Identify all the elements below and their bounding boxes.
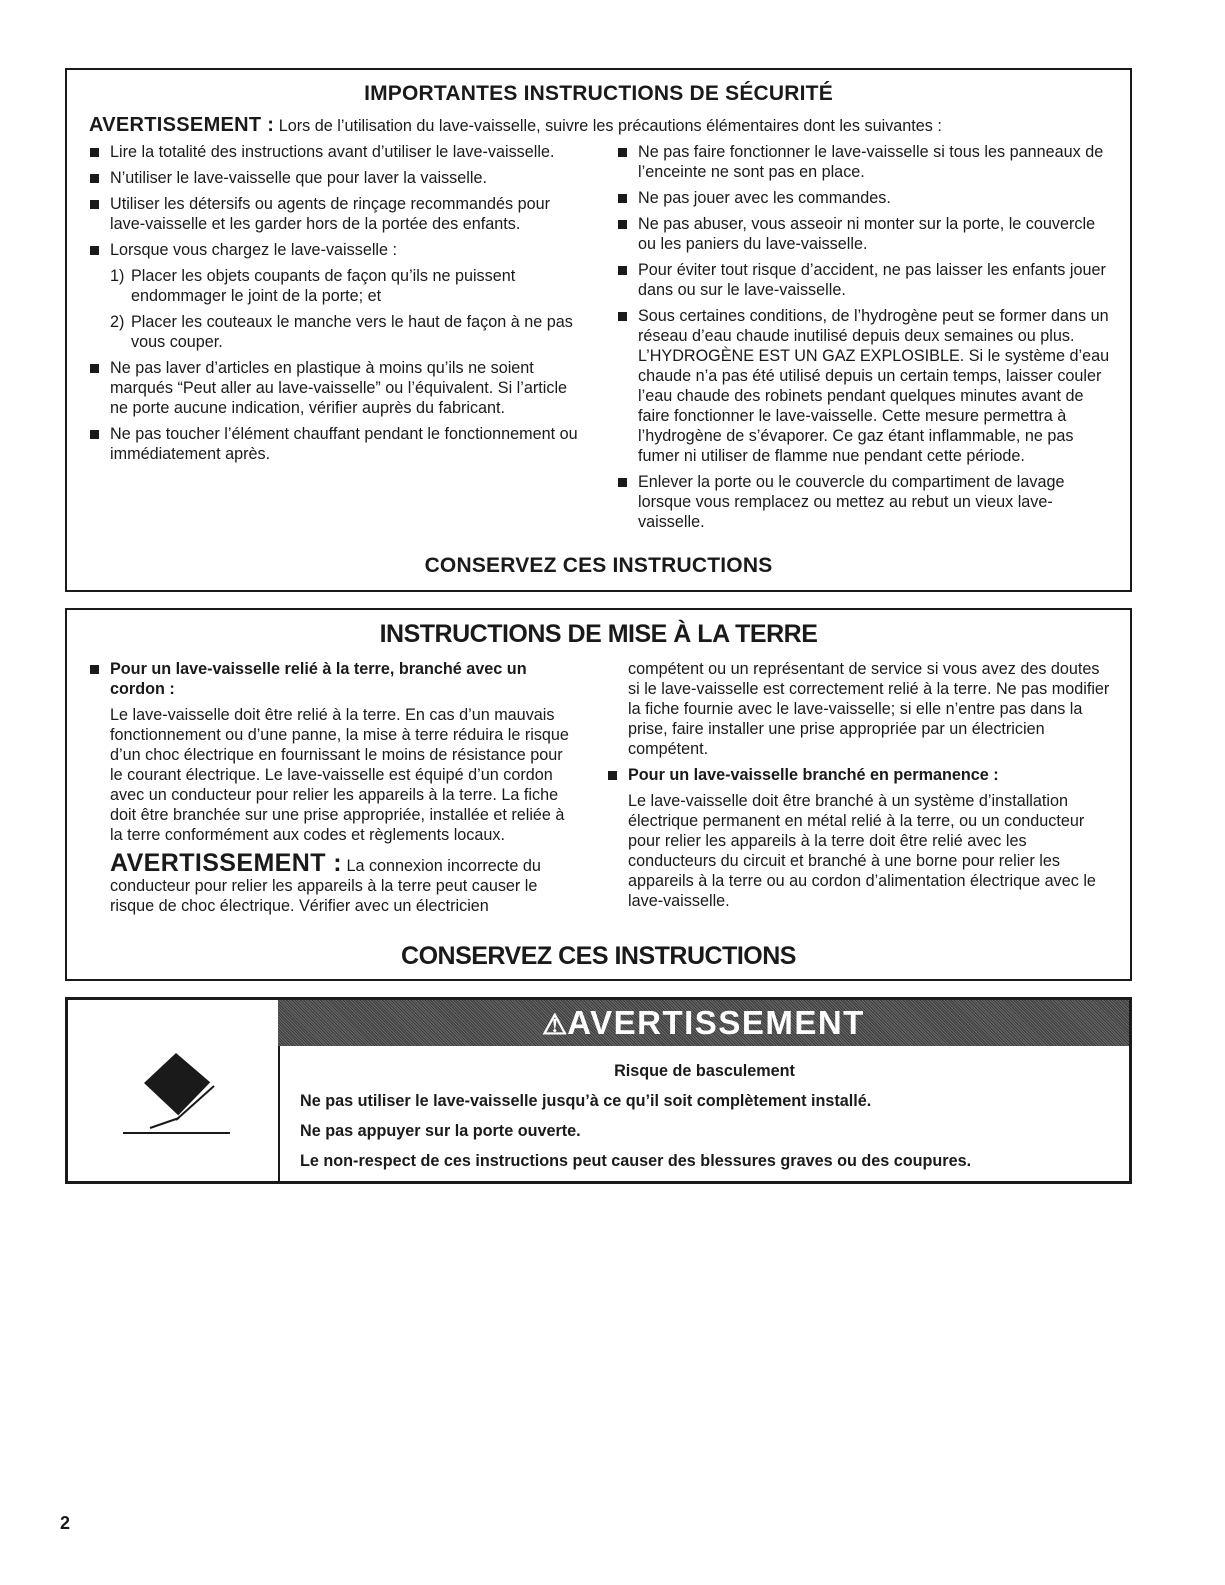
list-item-text: Ne pas abuser, vous asseoir ni monter sur la porte, le couvercle ou les paniers du lave-vaisselle.	[638, 215, 1096, 253]
warning-subtitle: Risque de basculement	[614, 1062, 795, 1080]
safety-left-column	[89, 142, 589, 470]
grounding-right-column	[607, 659, 1112, 917]
warning-line: Ne pas appuyer sur la porte ouverte.	[300, 1122, 581, 1140]
warning-line: Le non-respect de ces instructions peut causer des blessures graves ou des coupures.	[300, 1152, 972, 1170]
bullet-icon	[90, 148, 99, 157]
safety-title: IMPORTANTES INSTRUCTIONS DE SÉCURITÉ	[364, 82, 833, 105]
bullet-icon	[618, 266, 627, 275]
sub-item-text: Placer les objets coupants de façon qu’ils ne puissent endommager le joint de la porte; et	[131, 267, 516, 305]
list-item-text: Ne pas laver d’articles en plastique à moins qu’ils ne soient marqués “Peut aller au lave-vaisselle” ou l’équivalent. Si l’article ne porte aucune indication, vérifier auprès du fabricant.	[110, 359, 568, 417]
list-item	[89, 424, 589, 464]
bullet-icon	[608, 771, 617, 780]
warning-line: Ne pas utiliser le lave-vaisselle jusqu’à ce qu’il soit complètement installé.	[300, 1092, 872, 1110]
grounding-cord-paragraph: Le lave-vaisselle doit être relié à la terre. En cas d’un mauvais fonctionnement ou d’une panne, la mise à terre réduira le risque d’un choc électrique en fournissant le moins de résistance pour le courant électrique. Le lave-vaisselle est équipé d’un cordon avec un conducteur pour relier les appareils à la terre. La fiche doit être branchée sur une prise appropriée, installée et reliée à la terre conformément aux codes et règlements locaux.	[110, 706, 569, 844]
list-item	[617, 188, 1117, 208]
grounding-instructions-box	[65, 608, 1132, 981]
sub-item-text: Placer les couteaux le manche vers le haut de façon à ne pas vous couper.	[131, 313, 573, 351]
list-item	[617, 306, 1117, 466]
bullet-icon	[90, 430, 99, 439]
list-item	[617, 472, 1117, 532]
list-item	[89, 142, 589, 162]
safety-footer: CONSERVEZ CES INSTRUCTIONS	[424, 554, 773, 577]
warning-icon-cell	[68, 1000, 280, 1181]
page-number: 2	[60, 1513, 71, 1533]
sub-item-number: 1)	[110, 267, 125, 285]
list-item	[89, 659, 574, 699]
warning-label: AVERTISSEMENT :	[89, 114, 275, 136]
list-item	[617, 260, 1117, 300]
sub-item-number: 2)	[110, 313, 125, 331]
warning-text: Lors de l’utilisation du lave-vaisselle, suivre les précautions élémentaires dont les suivantes :	[274, 117, 942, 135]
bullet-icon	[618, 220, 627, 229]
list-item	[89, 240, 589, 260]
bullet-icon	[90, 200, 99, 209]
list-item-text: Utiliser les détersifs ou agents de rinçage recommandés pour lave-vaisselle et les garder hors de la portée des enfants.	[110, 195, 550, 233]
warning-banner-text: AVERTISSEMENT	[567, 1004, 865, 1041]
sub-list-item	[110, 266, 589, 306]
list-item-text: Pour éviter tout risque d’accident, ne pas laisser les enfants jouer dans ou sur le lave-vaisselle.	[638, 261, 1106, 299]
grounding-left-column	[89, 659, 574, 922]
bullet-icon	[90, 665, 99, 674]
warning-label: AVERTISSEMENT :	[110, 849, 342, 877]
warning-text: La connexion incorrecte du conducteur pour relier les appareils à la terre peut causer le risque de choc électrique. Vérifier avec un électricien	[110, 857, 541, 915]
list-item	[89, 358, 589, 418]
grounding-permanent-heading: Pour un lave-vaisselle branché en permanence :	[628, 766, 999, 784]
list-item-text: Lorsque vous chargez le lave-vaisselle :	[110, 241, 398, 259]
list-item-text: Ne pas jouer avec les commandes.	[638, 189, 891, 207]
bullet-icon	[618, 148, 627, 157]
list-item-text: Ne pas faire fonctionner le lave-vaisselle si tous les panneaux de l’enceinte ne sont pas en place.	[638, 143, 1104, 181]
bullet-icon	[618, 478, 627, 487]
sub-list-item	[110, 312, 589, 352]
grounding-cord-heading: Pour un lave-vaisselle relié à la terre, branché avec un cordon :	[110, 660, 527, 698]
tip-over-warning-box	[65, 997, 1132, 1184]
warning-banner	[278, 1000, 1129, 1046]
grounding-footer: CONSERVEZ CES INSTRUCTIONS	[401, 942, 796, 970]
bullet-icon	[618, 194, 627, 203]
list-item	[617, 214, 1117, 254]
list-item	[617, 142, 1117, 182]
list-item	[607, 765, 1112, 785]
grounding-title: INSTRUCTIONS DE MISE À LA TERRE	[379, 620, 818, 648]
list-item-text: Sous certaines conditions, de l’hydrogène peut se former dans un réseau d’eau chaude inutilisé depuis deux semaines ou plus. L’HYDROGÈNE EST UN GAZ EXPLOSIBLE. Si le système d’eau chaude n’a pas été utilisé depuis un certain temps, laisser couler l’eau chaude des robinets pendant quelques minutes avant de faire fonctionner le lave-vaisselle. Cette mesure permettra à l’hydrogène de s’évaporer. Ce gaz étant inflammable, ne pas fumer ni utiliser de flamme nue pendant cette période.	[638, 307, 1110, 465]
list-item-text: Enlever la porte ou le couvercle du compartiment de lavage lorsque vous remplacez ou mettez au rebut un vieux lave-vaisselle.	[638, 473, 1065, 531]
list-item	[89, 194, 589, 234]
warning-lines	[300, 1062, 1109, 1182]
safety-right-column	[617, 142, 1117, 538]
bullet-icon	[90, 174, 99, 183]
list-item-text: N’utiliser le lave-vaisselle que pour laver la vaisselle.	[110, 169, 487, 187]
bullet-icon	[90, 246, 99, 255]
safety-instructions-box	[65, 68, 1132, 592]
list-item-text: Lire la totalité des instructions avant d’utiliser le lave-vaisselle.	[110, 143, 555, 161]
grounding-continued-paragraph: compétent ou un représentant de service si vous avez des doutes si le lave-vaisselle est correctement relié à la terre. Ne pas modifier la fiche fournie avec le lave-vaisselle; si elle n’entre pas dans la prise, faire installer une prise appropriée par un électricien compétent.	[628, 660, 1110, 758]
tip-over-hazard-icon	[68, 1000, 278, 1180]
grounding-permanent-paragraph: Le lave-vaisselle doit être branché à un système d’installation électrique permanent en métal relié à la terre, ou un conducteur pour relier les appareils à la terre doit être relié avec les conducteurs du circuit et branché à une borne pour relier les appareils à la terre ou au cordon d’alimentation électrique avec le lave-vaisselle.	[628, 792, 1096, 910]
list-item	[89, 168, 589, 188]
safety-intro	[89, 114, 942, 137]
bullet-icon	[618, 312, 627, 321]
bullet-icon	[90, 364, 99, 373]
grounding-warning	[110, 849, 574, 916]
warning-triangle-icon: ⚠	[542, 1009, 568, 1040]
list-item-text: Ne pas toucher l’élément chauffant pendant le fonctionnement ou immédiatement après.	[110, 425, 578, 463]
